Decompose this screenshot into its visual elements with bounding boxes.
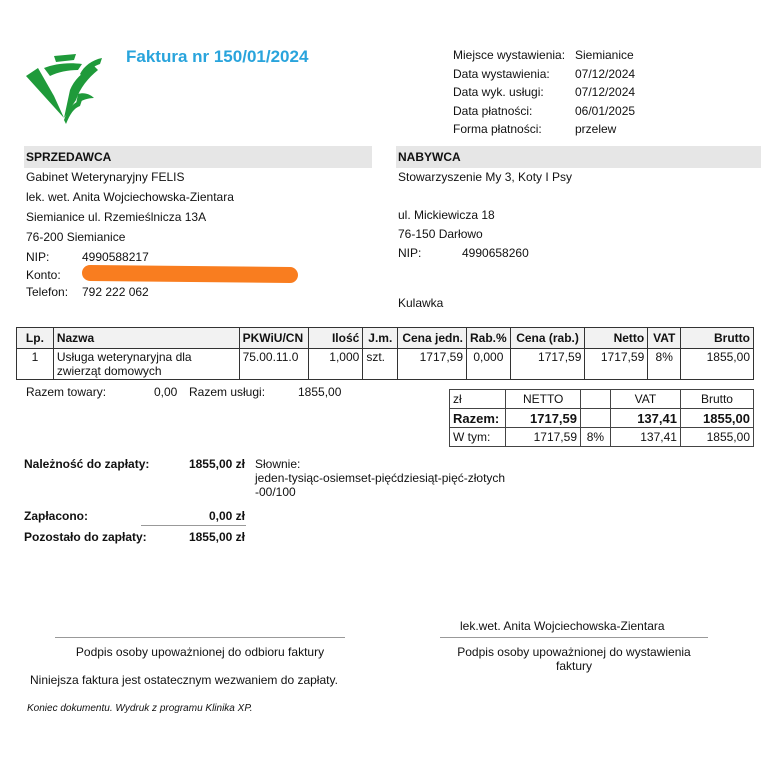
buyer-nip: 4990658260	[462, 246, 529, 260]
meta-value: Siemianice	[575, 48, 634, 62]
item-gross: 1855,00	[681, 349, 754, 380]
summary-breakdown-rate: 8%	[581, 428, 611, 447]
goods-total-value: 0,00	[154, 385, 178, 399]
buyer-note: Kulawka	[398, 296, 444, 310]
services-total-value: 1855,00	[298, 385, 342, 399]
clinic-logo-icon	[24, 50, 106, 128]
seller-city: 76-200 Siemianice	[26, 230, 126, 244]
seller-phone: 792 222 062	[82, 285, 149, 299]
due-value: 1855,00 zł	[188, 457, 245, 471]
item-discount: 0,000	[467, 349, 511, 380]
col-header: J.m.	[363, 328, 398, 349]
seller-name: Gabinet Weterynaryjny FELIS	[26, 170, 185, 184]
buyer-street: ul. Mickiewicza 18	[398, 208, 495, 222]
col-header: Brutto	[681, 328, 754, 349]
goods-total-label: Razem towary:	[26, 385, 107, 399]
summary-breakdown-label: W tym:	[450, 428, 506, 447]
items-table	[16, 327, 754, 380]
final-notice: Niniejsza faktura jest ostatecznym wezwaniem do zapłaty.	[30, 673, 338, 687]
summary-total-vat: 137,41	[610, 409, 680, 428]
col-header: Rab.%	[467, 328, 511, 349]
summary-total-row	[450, 409, 754, 428]
summary-breakdown-net: 1717,59	[506, 428, 581, 447]
col-header: Cena (rab.)	[510, 328, 585, 349]
item-qty: 1,000	[308, 349, 363, 380]
item-name: Usługa weterynaryjna dla zwierząt domowych	[53, 349, 239, 380]
issuer-signature-caption-2: faktury	[555, 659, 592, 673]
item-vat: 8%	[648, 349, 681, 380]
summary-gross-header: Brutto	[680, 390, 753, 409]
words-line-2: -00/100	[255, 485, 296, 499]
items-header-row	[17, 328, 754, 349]
summary-empty-cell	[581, 390, 611, 409]
words-label: Słownie:	[255, 457, 301, 471]
issuer-signature-caption-1: Podpis osoby upoważnionej do wystawienia	[457, 645, 691, 659]
col-header: Cena jedn.	[398, 328, 467, 349]
paid-value: 0,00 zł	[208, 509, 245, 523]
remaining-label: Pozostało do zapłaty:	[24, 530, 147, 544]
item-unit: szt.	[363, 349, 398, 380]
summary-breakdown-gross: 1855,00	[680, 428, 753, 447]
paid-divider	[141, 525, 246, 526]
item-pkwiu: 75.00.11.0	[239, 349, 308, 380]
meta-value: 07/12/2024	[575, 66, 636, 81]
meta-label: Data wyk. usługi:	[453, 85, 544, 99]
buyer-nip-label: NIP:	[398, 246, 422, 260]
meta-label: Miejsce wystawienia:	[453, 48, 566, 62]
col-header: Nazwa	[53, 328, 239, 349]
item-price-disc: 1717,59	[510, 349, 585, 380]
issuer-name: lek.wet. Anita Wojciechowska-Zientara	[460, 619, 665, 633]
item-lp: 1	[17, 349, 54, 380]
document-end-note: Koniec dokumentu. Wydruk z programu Klinika XP.	[27, 703, 253, 714]
invoice-meta	[453, 46, 635, 139]
meta-label: Data wystawienia:	[453, 66, 550, 81]
summary-currency: zł	[450, 390, 506, 409]
due-label: Należność do zapłaty:	[24, 457, 150, 471]
summary-net-header: NETTO	[506, 390, 581, 409]
seller-nip: 4990588217	[82, 250, 149, 264]
receiver-signature-line	[55, 637, 345, 638]
words-line-1: jeden-tysiąc-osiemset-pięćdziesiąt-pięć-złotych	[255, 471, 506, 485]
seller-nip-label: NIP:	[26, 250, 50, 264]
buyer-header: NABYWCA	[396, 146, 761, 168]
col-header: Netto	[585, 328, 648, 349]
paid-label: Zapłacono:	[24, 509, 89, 523]
summary-table	[449, 389, 754, 447]
summary-total-net: 1717,59	[506, 409, 581, 428]
remaining-value: 1855,00 zł	[188, 530, 245, 544]
item-price: 1717,59	[398, 349, 467, 380]
summary-total-gross: 1855,00	[680, 409, 753, 428]
meta-value: 06/01/2025	[575, 103, 636, 118]
col-header: Lp.	[17, 328, 54, 349]
meta-value: przelew	[575, 122, 617, 136]
receiver-signature-caption: Podpis osoby upoważnionej do odbioru faktury	[75, 645, 325, 659]
buyer-name: Stowarzyszenie My 3, Koty I Psy	[398, 170, 573, 184]
col-header: PKWiU/CN	[239, 328, 308, 349]
summary-breakdown-vat: 137,41	[610, 428, 680, 447]
item-net: 1717,59	[585, 349, 648, 380]
col-header: VAT	[648, 328, 681, 349]
summary-header-row	[450, 390, 754, 409]
table-row	[17, 349, 754, 380]
seller-konto-label: Konto:	[26, 268, 61, 282]
col-header: Ilość	[308, 328, 363, 349]
summary-empty-cell	[581, 409, 611, 428]
seller-person: lek. wet. Anita Wojciechowska-Zientara	[26, 190, 234, 204]
summary-total-label: Razem:	[450, 409, 506, 428]
meta-label: Data płatności:	[453, 103, 533, 118]
redaction-mark	[82, 265, 298, 283]
seller-header: SPRZEDAWCA	[24, 146, 372, 168]
meta-label: Forma płatności:	[453, 122, 542, 136]
buyer-city: 76-150 Darłowo	[398, 227, 483, 241]
services-total-label: Razem usługi:	[189, 385, 266, 399]
seller-street: Siemianice ul. Rzemieślnicza 13A	[26, 210, 207, 224]
meta-value: 07/12/2024	[575, 85, 636, 99]
summary-breakdown-row	[450, 428, 754, 447]
seller-phone-label: Telefon:	[26, 285, 69, 299]
issuer-signature-line	[440, 637, 708, 638]
invoice-title: Faktura nr 150/01/2024	[126, 47, 309, 66]
summary-vat-header: VAT	[610, 390, 680, 409]
